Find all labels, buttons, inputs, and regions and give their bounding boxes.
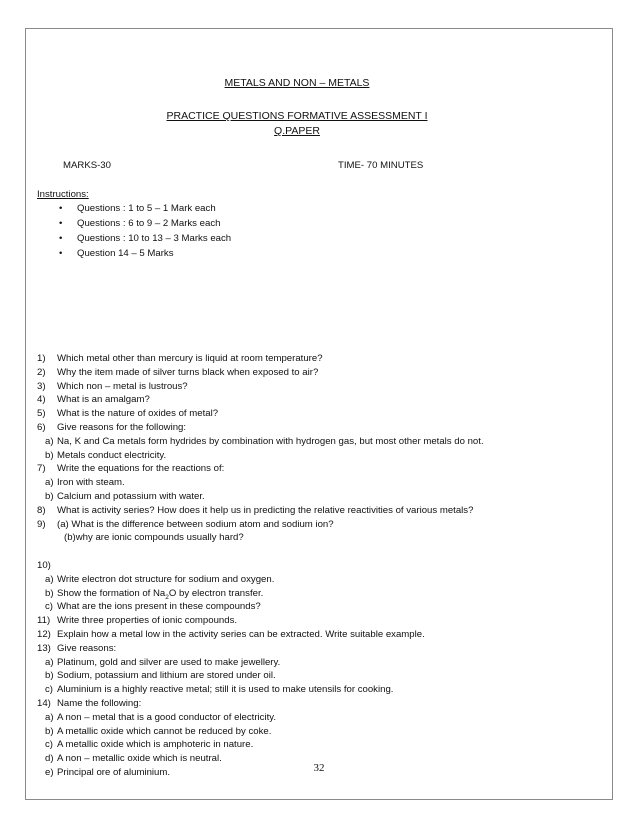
question-10b: b) Show the formation of $Na_2O$ by electron transfer. [45,587,264,601]
bullet-icon: • [59,248,63,260]
question-10: 10) [37,559,51,571]
question-9b: (b)why are ionic compounds usually hard? [64,532,244,544]
time-label: TIME- 70 MINUTES [338,160,424,171]
question-3: 3) Which non – metal is lustrous? [37,380,188,392]
list-item: • Questions : 1 to 5 – 1 Mark each [37,202,231,217]
question-13b: b) Sodium, potassium and lithium are stored under oil. [45,670,276,682]
document-subtitle: PRACTICE QUESTIONS FORMATIVE ASSESSMENT I [166,110,428,122]
question-8: 8) What is activity series? How does it help us in predicting the relative reactivities of various metals? [37,504,474,516]
instructions [37,188,231,262]
question-6b: b) Metals conduct electricity. [45,449,167,461]
question-14d: d) A non – metallic oxide which is neutral. [45,753,222,765]
instructions-heading: Instructions: [37,189,89,200]
question-14b: b) A metallic oxide which cannot be reduced by coke. [45,725,272,737]
question-13a: a) Platinum, gold and silver are used to make jewellery. [45,656,281,668]
instructions-list [37,202,231,262]
question-14c: c) A metallic oxide which is amphoteric in nature. [45,739,254,751]
question-6a: a) Na, K and Ca metals form hydrides by combination with hydrogen gas, but most other metals do not. [45,435,484,447]
list-item: • Questions : 6 to 9 – 2 Marks each [37,217,231,232]
question-1: 1) Which metal other than mercury is liquid at room temperature? [37,353,323,364]
bullet-icon: • [59,203,63,215]
list-item: • Questions : 10 to 13 – 3 Marks each [37,232,231,247]
question-14: 14) Name the following: [37,697,142,709]
exam-meta [63,159,583,173]
question-7: 7) Write the equations for the reactions of: [37,463,225,475]
bullet-icon: • [59,218,63,230]
marks-label: MARKS-30 [63,160,111,171]
question-6: 6) Give reasons for the following: [37,421,187,433]
question-12: 12) Explain how a metal low in the activity series can be extracted. Write suitable example. [37,628,425,640]
question-2: 2) Why the item made of silver turns black when exposed to air? [37,366,319,378]
paper-label: Q.PAPER [274,125,320,137]
question-10a: a) Write electron dot structure for sodium and oxygen. [45,573,275,585]
question-14e: e) Principal ore of aluminium. [45,766,171,778]
question-13: 13) Give reasons: [37,642,117,654]
question-9: 9) (a) What is the difference between sodium atom and sodium ion? [37,518,334,530]
question-4: 4) What is an amalgam? [37,394,150,406]
question-5: 5) What is the nature of oxides of metal? [37,408,219,420]
bullet-icon: • [59,233,63,245]
question-11: 11) Write three properties of ionic compounds. [37,615,238,627]
page-number: 32 [313,762,325,774]
list-item: • Question 14 – 5 Marks [37,247,231,262]
questions-list [37,352,607,780]
question-10c: c) What are the ions present in these compounds? [45,601,261,613]
question-14a: a) A non – metal that is a good conductor of electricity. [45,711,277,723]
document-title: METALS AND NON – METALS [224,77,370,89]
question-7b: b) Calcium and potassium with water. [45,490,205,502]
spacer [37,545,607,559]
question-7a: a) Iron with steam. [45,477,125,489]
question-13c: c) Aluminium is a highly reactive metal; still it is used to make utensils for cooking. [45,684,394,696]
